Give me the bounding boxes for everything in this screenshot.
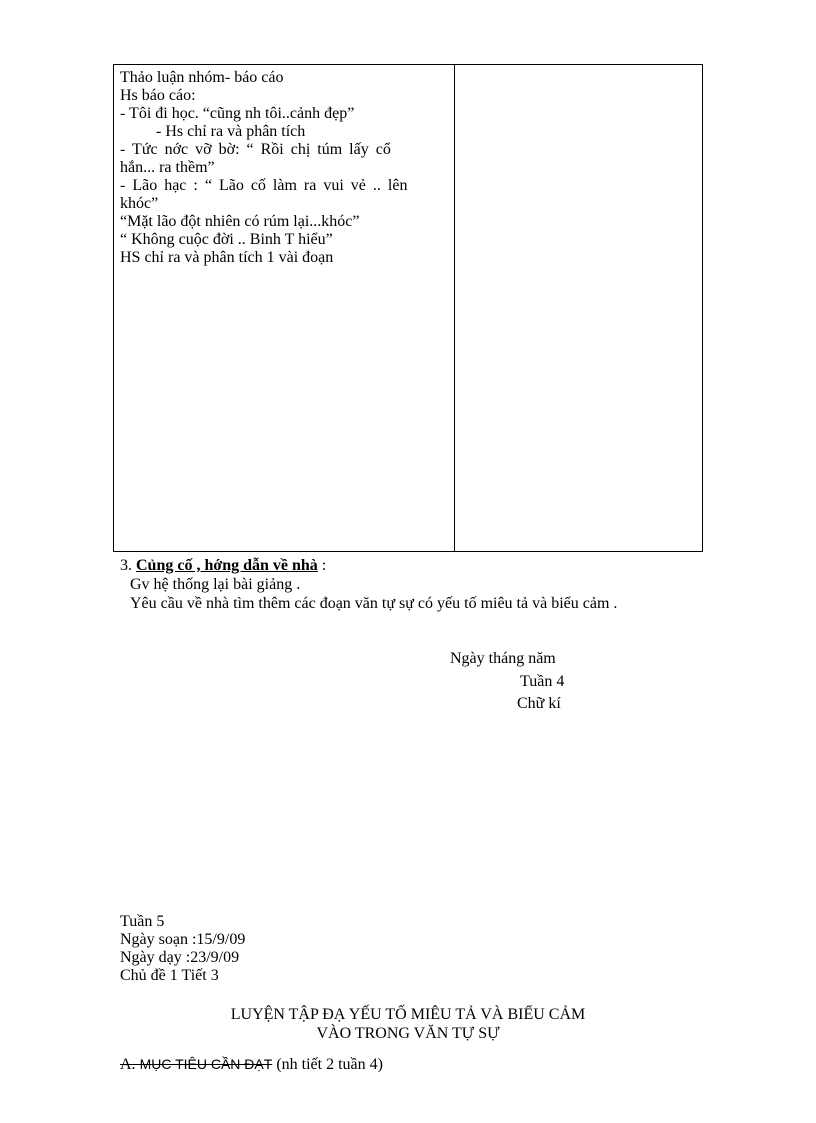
cell-line: HS chỉ ra và phân tích 1 vài đoạn <box>120 249 334 266</box>
cell-line: - Tức nớc vỡ bờ: “ Rồi chị túm lấy cổ <box>120 141 391 158</box>
meta-taught: Ngày dạy :23/9/09 <box>120 949 240 966</box>
cell-line: Thảo luận nhóm- báo cáo <box>120 69 284 86</box>
goal-heading <box>120 1056 383 1074</box>
lesson-title-line-1: LUYỆN TẬP ĐẠ YẾU TỐ MIÊU TẢ VÀ BIỂU CẢM <box>230 1006 586 1023</box>
goal-suffix: (nh tiết 2 tuần 4) <box>272 1056 383 1073</box>
section-colon: : <box>317 557 327 574</box>
section-heading: Củng cố , hớng dẫn về nhà <box>136 557 318 574</box>
signature-date: Ngày tháng năm <box>450 650 556 667</box>
cell-line: - Hs chỉ ra và phân tích <box>156 123 306 140</box>
goal-prefix: A. <box>120 1056 140 1073</box>
meta-topic: Chủ đề 1 Tiết 3 <box>120 967 219 984</box>
cell-line: Hs báo cáo: <box>120 87 196 104</box>
cell-line: “ Không cuộc đời .. Binh T hiểu” <box>120 231 333 248</box>
lesson-title-line-2: VÀO TRONG VĂN TỰ SỰ <box>316 1025 500 1042</box>
section-line: Gv hệ thống lại bài giảng . <box>130 576 301 593</box>
table-left-cell <box>120 69 447 267</box>
cell-line: - Lão hạc : “ Lão cố làm ra vui vẻ .. lên <box>120 177 408 194</box>
meta-prepared: Ngày soạn :15/9/09 <box>120 931 246 948</box>
signature-label: Chữ kí <box>517 695 561 712</box>
lesson-table <box>113 64 703 552</box>
signature-week: Tuần 4 <box>520 673 565 690</box>
section-number: 3. <box>120 557 136 574</box>
section-line: Yêu cầu về nhà tìm thêm các đoạn văn tự sự có yếu tố miêu tả và biểu cảm . <box>130 595 618 612</box>
cell-line: “Mặt lão đột nhiên có rúm lại...khóc” <box>120 213 360 230</box>
goal-label: MỤC TIÊU CẦN ĐẠT <box>139 1056 273 1072</box>
section-3-heading-line <box>120 556 617 575</box>
table-column-divider <box>454 65 455 551</box>
section-3 <box>120 556 617 613</box>
cell-line: khóc” <box>120 195 159 212</box>
cell-line: hắn... ra thềm” <box>120 159 215 176</box>
cell-line: - Tôi đi học. “cũng nh tôi..cảnh đẹp” <box>120 105 355 122</box>
meta-week: Tuần 5 <box>120 913 165 930</box>
lesson-meta <box>120 913 245 985</box>
